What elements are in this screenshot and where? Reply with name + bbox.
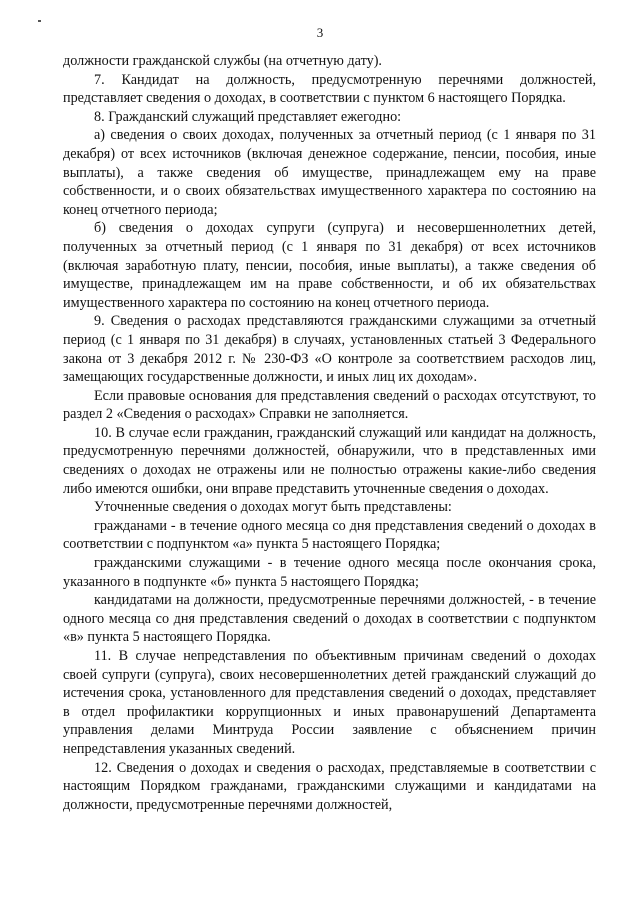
paragraph-item-9: 9. Сведения о расходах представляются гражданскими служащими за отчетный период (с 1 января по 31 декабря) в случаях, установленных статьей 3 Федерального закона от 3 декабря 2012 г. № 230-ФЗ «О контроле за соответствием расходов лиц, замещающих государственные должности, и иных лиц их доходам».	[63, 313, 596, 386]
paragraph-item-10-citizens: гражданами - в течение одного месяца со дня представления сведений о доходах в соответствии с подпунктом «а» пункта 5 настоящего Порядка;	[63, 517, 596, 553]
paragraph-item-12: 12. Сведения о доходах и сведения о расходах, представляемые в соответствии с настоящим Порядком гражданами, гражданскими служащими и кандидатами на должности, предусмотренные перечнями должностей,	[63, 759, 596, 813]
paragraph-item-10: 10. В случае если гражданин, гражданский служащий или кандидат на должность, предусмотренную перечнями должностей, обнаружили, что в представленных ими сведениях о доходах не отражены или не полностью отражены какие-либо сведения либо имеются ошибки, они вправе представить уточненные сведения о доходах.	[63, 424, 596, 497]
paragraph-item-8: 8. Гражданский служащий представляет ежегодно:	[94, 108, 402, 125]
paragraph-item-10-servants: гражданскими служащими - в течение одного месяца после окончания срока, указанного в подпункте «б» пункта 5 настоящего Порядка;	[63, 555, 596, 590]
paragraph-item-11: 11. В случае непредставления по объективным причинам сведений о доходах своей супруги (супруга), своих несовершеннолетних детей гражданский служащий до истечения срока, установленного для представления сведений о доходах, представляет в отдел профилактики коррупционных и иных правонарушений Департамента управления делами Минтруда России заявление с объяснением причин непредставления указанных сведений.	[63, 648, 596, 757]
paragraph-item-8a: а) сведения о своих доходах, полученных за отчетный период (с 1 января по 31 декабря) от всех источников (включая денежное содержание, пенсии, пособия, иные выплаты), а также сведения об имуществе, принадлежащем ему на праве собственности, и о своих обязательствах имущественного характера по состоянию на конец отчетного периода;	[63, 127, 596, 218]
paragraph-item-8b: б) сведения о доходах супруги (супруга) и несовершеннолетних детей, полученных за отчетный период (с 1 января по 31 декабря) от всех источников (включая заработную плату, пенсии, пособия, иные выплаты), а также сведения об имуществе, принадлежащем им на праве собственности, и об их обязательствах имущественного характера по состоянию на конец отчетного периода.	[63, 220, 596, 311]
paragraph-item-7: 7. Кандидат на должность, предусмотренную перечнями должностей, представляет сведения о доходах, в соответствии с пунктом 6 настоящего Порядка.	[63, 71, 596, 107]
page-number: 3	[316, 25, 324, 40]
scan-mark	[38, 20, 41, 22]
paragraph-item-10-intro: Уточненные сведения о доходах могут быть представлены:	[94, 499, 452, 516]
paragraph-item-10-candidates: кандидатами на должности, предусмотренные перечнями должностей, - в течение одного месяца со дня представления сведений о доходах в соответствии с подпунктом «в» пункта 5 настоящего Порядка.	[63, 592, 596, 646]
document-body	[63, 52, 596, 814]
paragraph-item-9-note: Если правовые основания для представления сведений о расходах отсутствуют, то раздел 2 «Сведения о расходах» Справки не заполняется.	[63, 387, 596, 423]
paragraph-continuation: должности гражданской службы (на отчетную дату).	[63, 53, 382, 69]
